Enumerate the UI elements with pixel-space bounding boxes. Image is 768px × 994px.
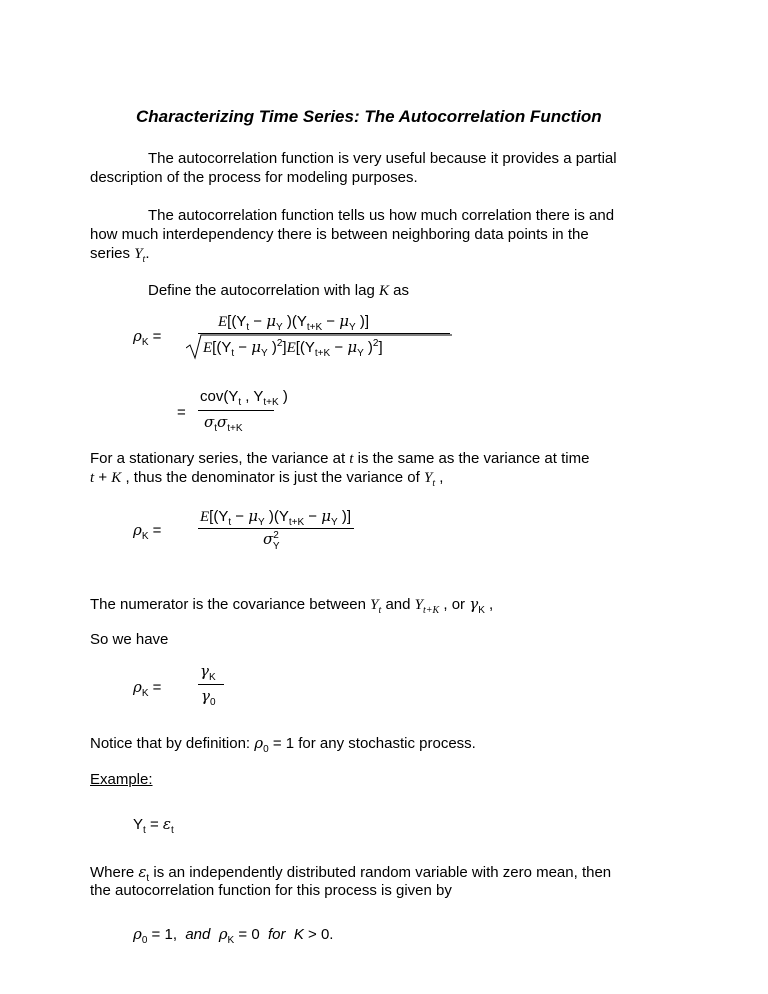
paragraph-2-line-2: how much interdependency there is between neighboring data points in the [90,226,589,243]
where-line-2: the autocorrelation function for this process is given by [90,882,452,899]
numerator-statement: The numerator is the covariance between $Y_t$ and $Y_{t+K}$ , or $\gamma_K$ , [90,595,494,616]
eq3-numerator: $E[(Y_t - \mu_Y$ )($Y_{t+K} - \mu_Y$ )] [200,507,351,528]
page-title: Characterizing Time Series: The Autocorrelation Function [136,107,602,126]
paragraph-1-line-1: The autocorrelation function is very useful because it provides a partial [148,150,617,167]
eq4-denominator: $\gamma_0$ [201,687,216,708]
so-we-have: So we have [90,631,169,648]
eq1-denominator: $E[(Y_t - \mu_Y$ )$^2]E[(Y_{t+K} - \mu_Y$ )$^2$] [203,338,383,359]
eq3-denominator: $\sigma^2_Y$ [263,530,280,552]
eq4-fraction-line [198,684,224,685]
eq4-numerator: $\gamma_K$ [200,662,216,683]
eq4-lhs: $\rho_K$ = [133,678,162,699]
stationary-line-2: t + K , thus the denominator is just the variance of $Y_t$ , [90,469,444,489]
example-equation: $Y_t = \varepsilon_t$ [133,815,174,836]
define-line: Define the autocorrelation with lag K as [148,282,410,299]
example-label: Example: [90,771,153,788]
final-equation: $\rho_0 = 1$, and $\rho_K = 0$ for K > 0. [133,925,334,946]
eq2-fraction-line [198,410,274,411]
eq1-numerator: $E[(Y_t - \mu_Y$ )($Y_{t+K} - \mu_Y$ )] [218,312,369,333]
notice-statement: Notice that by definition: $\rho_0 = 1$ for any stochastic process. [90,734,476,755]
paragraph-1-line-2: description of the process for modeling purposes. [90,169,418,186]
eq3-lhs: $\rho_K$ = [133,521,162,542]
eq3-fraction-line [198,528,354,529]
eq1-lhs: $\rho_K$ = [133,327,162,348]
eq2-numerator: $cov(Y_t$ , $Y_{t+K}$ ) [200,388,288,408]
eq2-denominator: $\sigma_t\sigma_{t+K}$ [204,413,243,434]
where-line-1: Where $\varepsilon_t$ is an independently distributed random variable with zero mean, then [90,863,612,884]
eq2-equals: = [177,404,186,421]
stationary-line-1: For a stationary series, the variance at t is the same as the variance at time [90,450,590,467]
paragraph-2-line-3: series $Y_t$. [90,245,150,265]
paragraph-2-line-1: The autocorrelation function tells us how much correlation there is and [148,207,615,224]
